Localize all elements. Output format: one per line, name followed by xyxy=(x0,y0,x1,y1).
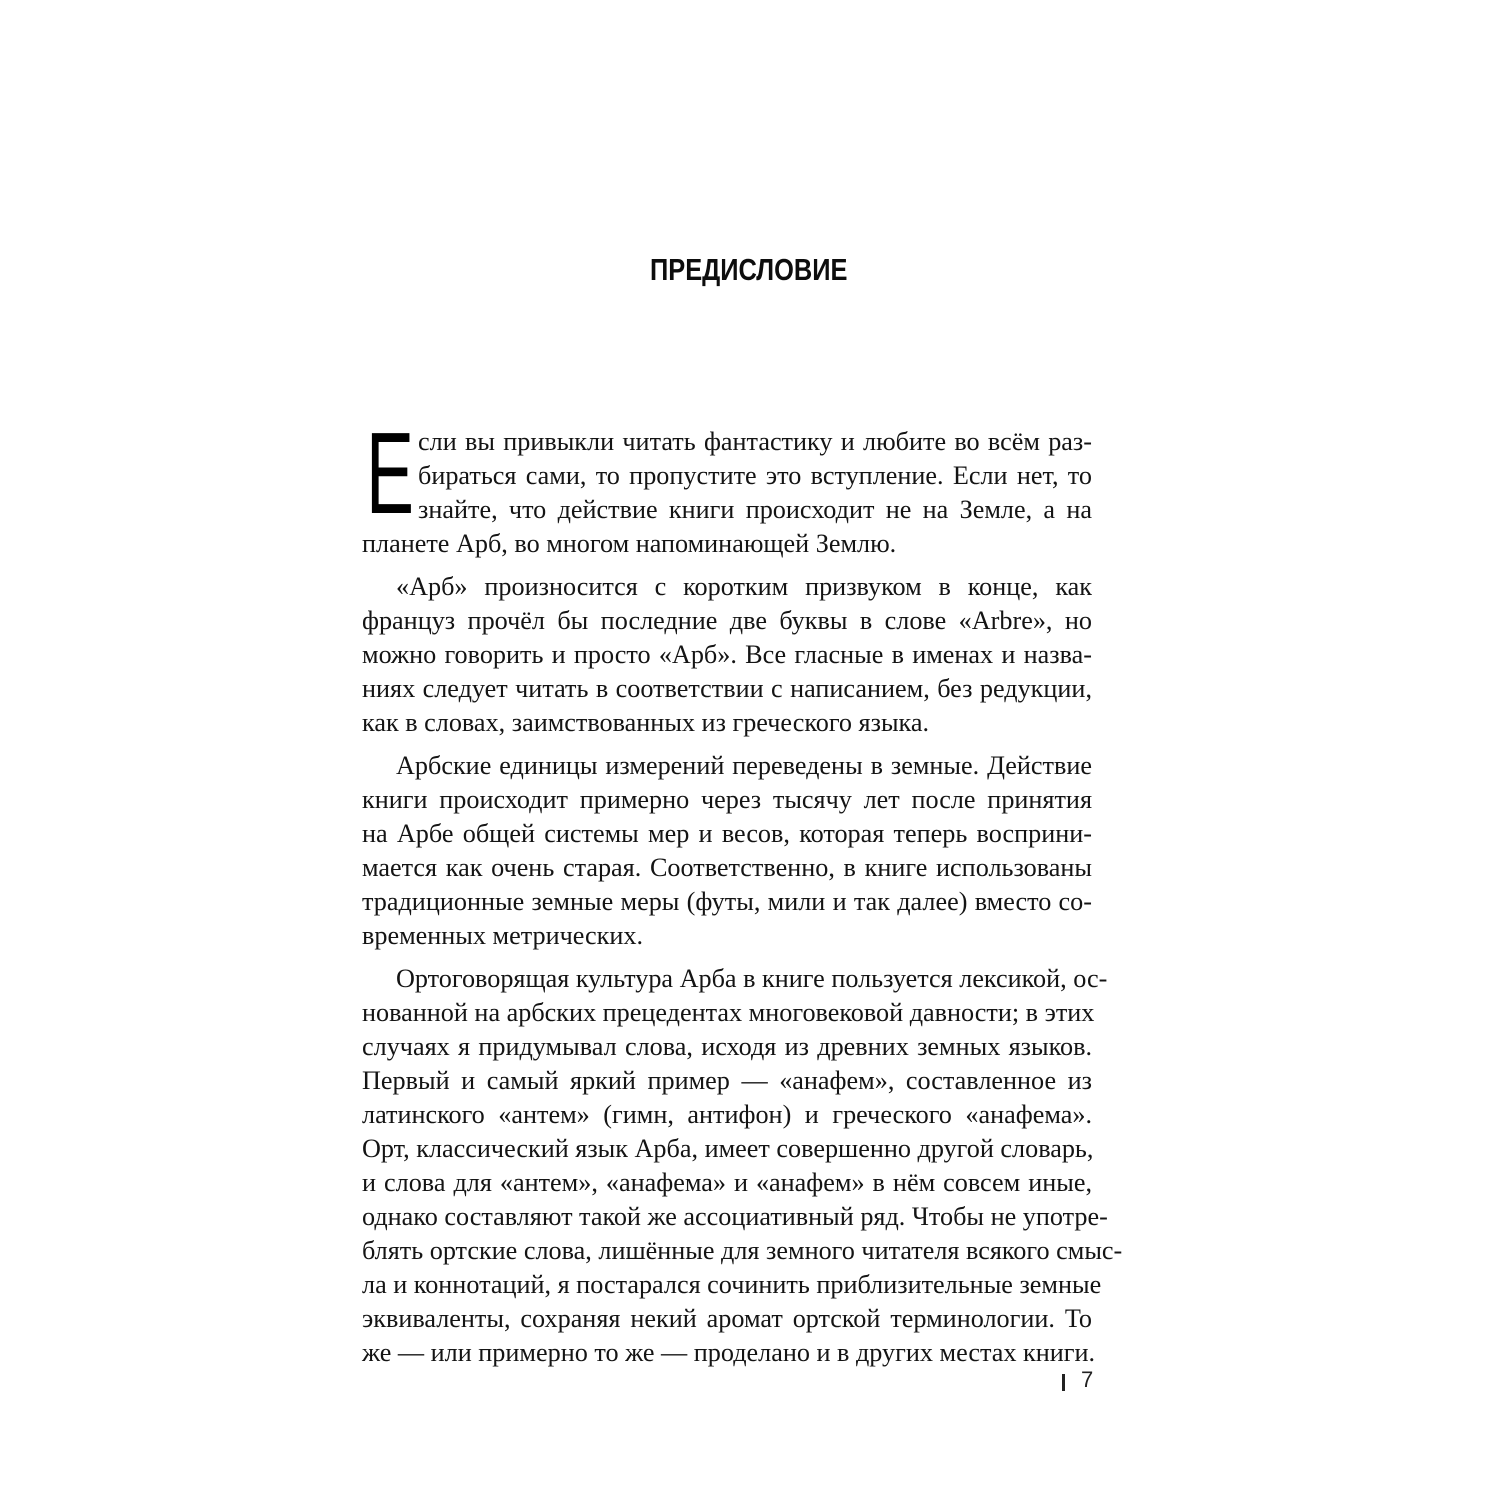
text-line: традиционные земные меры (футы, мили и так далее) вместо со- xyxy=(362,887,1092,916)
text-line: ниях следует читать в соответствии с написанием, без редукции, xyxy=(362,674,1092,703)
chapter-title: ПРЕДИСЛОВИЕ xyxy=(649,252,848,287)
text-line: ла и коннотаций, я постарался сочинить приблизительные земные xyxy=(362,1270,1102,1299)
text-line: Первый и самый яркий пример — «анафем», составленное из xyxy=(362,1066,1092,1095)
text-line: «Арб» произносится с коротким призвуком в конце, как xyxy=(396,572,1092,601)
paragraph-3 xyxy=(362,749,1092,953)
drop-cap: Е xyxy=(366,408,414,538)
text-line: однако составляют такой же ассоциативный ряд. Чтобы не употре- xyxy=(362,1202,1108,1231)
text-line: нованной на арбских прецедентах многовековой давности; в этих xyxy=(362,998,1095,1027)
text-line: Ортоговорящая культура Арба в книге пользуется лексикой, ос- xyxy=(396,964,1108,993)
text-line: эквиваленты, сохраняя некий аромат ортской терминологии. То xyxy=(362,1304,1092,1333)
text-line: Арбские единицы измерений переведены в земные. Действие xyxy=(396,751,1092,780)
text-line: планете Арб, во многом напоминающей Землю. xyxy=(362,529,897,558)
text-line: книги происходит примерно через тысячу лет после принятия xyxy=(362,785,1092,814)
text-line: на Арбе общей системы мер и весов, которая теперь восприни- xyxy=(362,819,1092,848)
text-line: мается как очень старая. Соответственно, в книге использованы xyxy=(362,853,1092,882)
text-line: случаях я придумывал слова, исходя из древних земных языков. xyxy=(362,1032,1092,1061)
paragraph-gap xyxy=(362,740,1092,749)
text-line: француз прочёл бы последние две буквы в слове «Arbre», но xyxy=(362,606,1092,635)
paragraph-gap xyxy=(362,561,1092,570)
text-line: бираться сами, то пропустите это вступление. Если нет, то xyxy=(418,461,1092,490)
folio-divider xyxy=(1062,1374,1065,1391)
text-line: латинского «антем» (гимн, антифон) и греческого «анафема». xyxy=(362,1100,1092,1129)
text-line: блять ортские слова, лишённые для земного читателя всякого смыс- xyxy=(362,1236,1123,1265)
text-line: же — или примерно то же — проделано и в других местах книги. xyxy=(362,1338,1096,1367)
text-line: Орт, классический язык Арба, имеет совершенно другой словарь, xyxy=(362,1134,1094,1163)
text-line: сли вы привыкли читать фантастику и любите во всём раз- xyxy=(418,427,1092,456)
paragraph-1 xyxy=(362,408,1092,561)
text-line: можно говорить и просто «Арб». Все гласные в именах и назва- xyxy=(362,640,1092,669)
paragraph-gap xyxy=(362,953,1092,962)
page-number: 7 xyxy=(1081,1367,1094,1392)
body-text xyxy=(362,408,1123,1370)
paragraph-4 xyxy=(362,962,1123,1370)
text-line: и слова для «антем», «анафема» и «анафем» в нём совсем иные, xyxy=(362,1168,1092,1197)
text-line: знайте, что действие книги происходит не на Земле, а на xyxy=(418,495,1092,524)
text-line: временных метрических. xyxy=(362,921,644,950)
text-line: как в словах, заимствованных из греческого языка. xyxy=(362,708,930,737)
paragraph-2 xyxy=(362,570,1092,740)
